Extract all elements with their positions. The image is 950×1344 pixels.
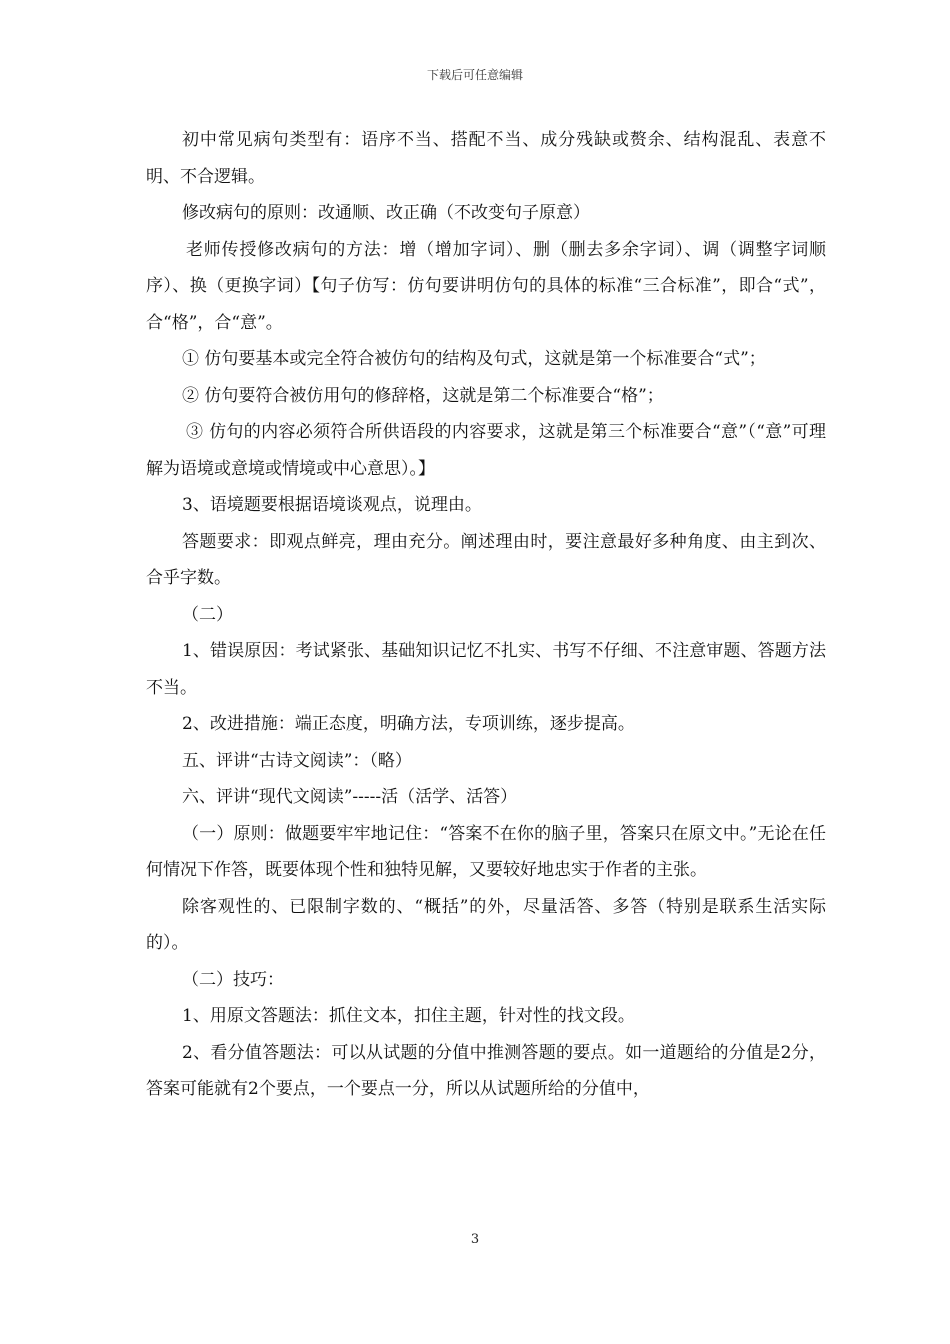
paragraph: ③ 仿句的内容必须符合所供语段的内容要求，这就是第三个标准要合“意”（“意”可理解为语境或意境或情境或中心意思）。】 <box>146 422 826 479</box>
paragraph: ② 仿句要符合被仿用句的修辞格，这就是第二个标准要合“格”； <box>182 385 664 406</box>
paragraph: 初中常见病句类型有：语序不当、搭配不当、成分残缺或赘余、结构混乱、表意不明、不合逻辑。 <box>146 130 826 187</box>
document-body <box>146 122 826 1108</box>
paragraph: 老师传授修改病句的方法：增（增加字词）、删（删去多余字词）、调（调整字词顺序）、换（更换字词）【句子仿写：仿句要讲明仿句的具体的标准“三合标准”，即合“式”，合“格”，合“意”。 <box>146 239 826 333</box>
paragraph: 2、看分值答题法：可以从试题的分值中推测答题的要点。如一道题给的分值是2分，答案可能就有2个要点，一个要点一分，所以从试题所给的分值中， <box>146 1042 826 1099</box>
page-number: 3 <box>470 1232 480 1247</box>
paragraph: 2、改进措施：端正态度，明确方法，专项训练，逐步提高。 <box>182 714 635 734</box>
paragraph: 答题要求：即观点鲜亮，理由充分。阐述理由时，要注意最好多种角度、由主到次、合乎字数。 <box>146 531 826 588</box>
page-header: 下载后可任意编辑 <box>426 68 523 82</box>
paragraph: （二） <box>182 604 233 625</box>
paragraph: 除客观性的、已限制字数的、“概括”的外，尽量活答、多答（特别是联系生活实际的）。 <box>146 896 826 953</box>
paragraph: （二）技巧： <box>182 969 284 990</box>
paragraph: 1、用原文答题法：抓住文本，扣住主题，针对性的找文段。 <box>182 1006 635 1026</box>
paragraph: 五、评讲“古诗文阅读”：（略） <box>182 750 412 771</box>
paragraph: 3、语境题要根据语境谈观点，说理由。 <box>182 495 482 515</box>
paragraph: 修改病句的原则：改通顺、改正确（不改变句子原意） <box>182 203 590 223</box>
paragraph: （一）原则：做题要牢牢地记住：“答案不在你的脑子里，答案只在原文中。”无论在任何情况下作答，既要体现个性和独特见解，又要较好地忠实于作者的主张。 <box>146 823 826 880</box>
paragraph: 1、错误原因：考试紧张、基础知识记忆不扎实、书写不仔细、不注意审题、答题方法不当。 <box>146 641 826 698</box>
paragraph: 六、评讲“现代文阅读”-----活（活学、活答） <box>182 787 518 807</box>
paragraph: ① 仿句要基本或完全符合被仿句的结构及句式，这就是第一个标准要合“式”； <box>182 349 766 369</box>
